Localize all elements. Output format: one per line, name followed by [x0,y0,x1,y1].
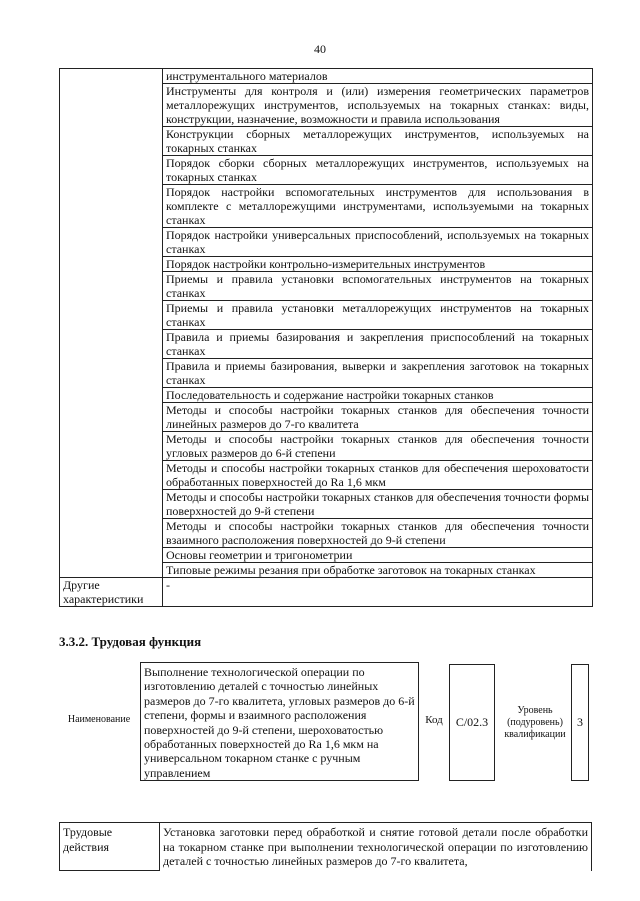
requirement-item: Правила и приемы базирования и закрепления приспособлений на токарных станках [163,330,593,359]
requirement-item: Типовые режимы резания при обработке заготовок на токарных станках [163,563,593,578]
requirement-item: Конструкции сборных металлорежущих инструментов, используемых на токарных станках [163,127,593,156]
other-characteristics-label: Другие характеристики [60,578,163,607]
requirement-item: Основы геометрии и тригонометрии [163,548,593,563]
section-heading: 3.3.2. Трудовая функция [59,634,202,649]
requirement-item: инструментального материалов [163,69,593,84]
labor-actions-table [59,822,592,871]
requirements-label-cell [60,69,163,578]
code-label: Код [425,714,443,726]
requirement-item: Методы и способы настройки токарных станков для обеспечения точности формы поверхностей до 9-й степени [163,490,593,519]
labor-actions-text: Установка заготовки перед обработкой и снятие готовой детали после обработки на токарном станке при выполнении технологической операции по изготовлению деталей с точностью линейных размеров до 7-го квалитета, [160,823,592,871]
function-name-label: Наименование [67,714,131,725]
requirement-item: Методы и способы настройки токарных станков для обеспечения точности линейных размеров до 7-го квалитета [163,403,593,432]
table-row [60,69,593,84]
qualification-level-label: Уровень (подуровень) квалификации [504,705,566,740]
requirement-item: Порядок настройки контрольно-измерительных инструментов [163,257,593,272]
requirement-item: Методы и способы настройки токарных станков для обеспечения шероховатости обработанных поверхностей до Ra 1,6 мкм [163,461,593,490]
requirement-item: Методы и способы настройки токарных станков для обеспечения точности угловых размеров до 6-й степени [163,432,593,461]
labor-actions-label: Трудовые действия [60,823,160,871]
code-value: C/02.3 [449,664,495,781]
requirements-table [59,68,593,607]
requirement-item: Приемы и правила установки вспомогательных инструментов на токарных станках [163,272,593,301]
qualification-level-value: 3 [571,664,589,781]
requirements-body [60,69,593,607]
requirement-item: Порядок настройки вспомогательных инструментов для использования в комплекте с металлорежущими инструментами, используемыми на токарных станках [163,185,593,228]
requirement-item: Порядок сборки сборных металлорежущих инструментов, используемых на токарных станках [163,156,593,185]
requirement-item: Порядок настройки универсальных приспособлений, используемых на токарных станках [163,228,593,257]
other-characteristics-row [60,578,593,607]
requirement-item: Инструменты для контроля и (или) измерения геометрических параметров металлорежущих инструментов, используемых на токарных станках: виды, конструкции, назначение, возможности и правила использования [163,84,593,127]
table-row [60,823,592,871]
function-name-value: Выполнение технологической операции по изготовлению деталей с точностью линейных размеров до 7-го квалитета, угловых размеров до 6-й степени, формы и взаимного расположения поверхностей до 9-й степени, шероховатостью обработанных поверхностей до Ra 1,6 мкм на универсальном токарном станке с ручным управлением [140,662,419,781]
requirement-item: Методы и способы настройки токарных станков для обеспечения точности взаимного расположения поверхностей до 9-й степени [163,519,593,548]
other-characteristics-value: - [163,578,593,607]
requirement-item: Последовательность и содержание настройки токарных станков [163,388,593,403]
requirement-item: Приемы и правила установки металлорежущих инструментов на токарных станках [163,301,593,330]
requirement-item: Правила и приемы базирования, выверки и закрепления заготовок на токарных станках [163,359,593,388]
page-number: 40 [314,42,326,56]
